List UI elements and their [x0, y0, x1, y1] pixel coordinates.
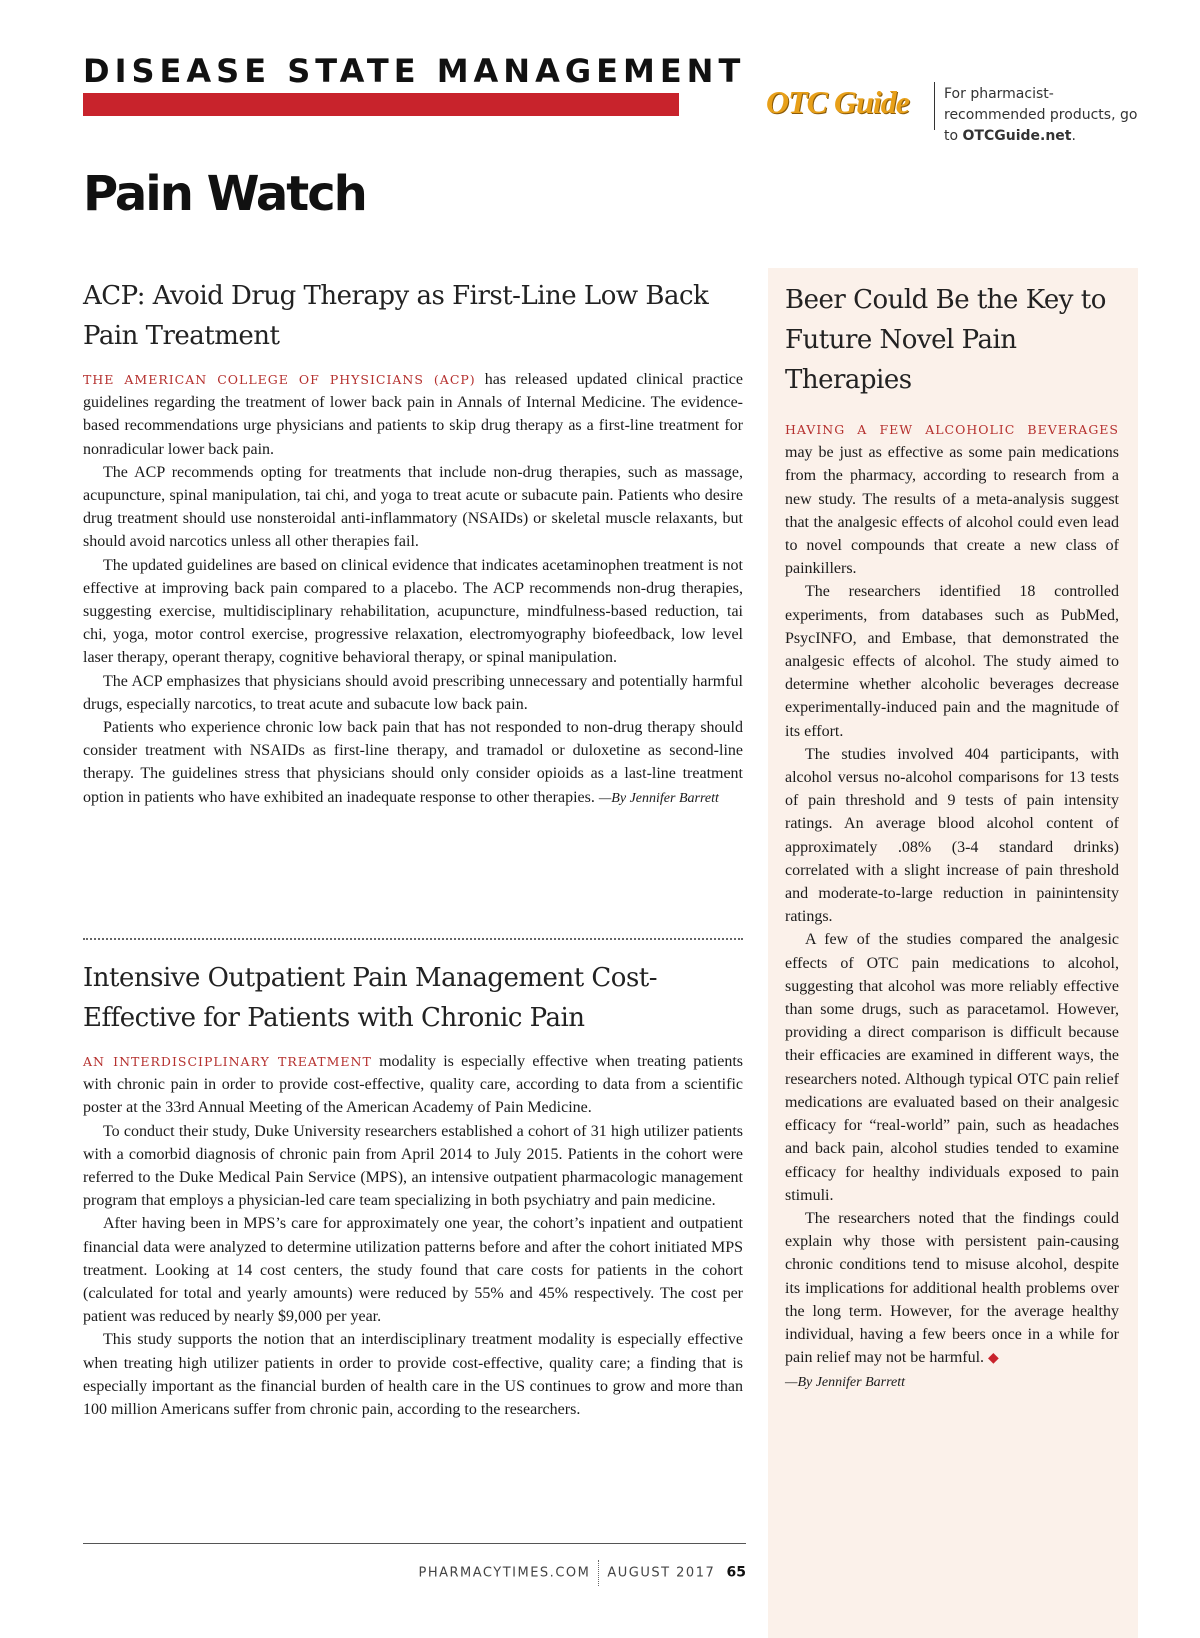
otc-guide-note	[944, 84, 1154, 147]
footer-rule	[83, 1543, 746, 1544]
byline: —By Jennifer Barrett	[785, 1375, 906, 1391]
footer-separator	[598, 1560, 599, 1586]
paragraph: After having been in MPS’s care for approximately one year, the cohort’s inpatient and outpatient financial data were analyzed to determine utilization patterns before and after the cohort initiated MPS treatment. Looking at 14 cost centers, the study found that care costs for patients in the cohort (calculated for total and yearly amounts) were reduced by 55% and 45% respectively. The cost per patient was reduced by nearly $9,000 per year.	[83, 1215, 743, 1326]
sidebar-content	[785, 280, 1119, 1395]
otc-guide-link[interactable]: OTCGuide.net	[962, 128, 1072, 144]
article-body	[83, 1050, 743, 1421]
paragraph	[83, 716, 743, 810]
paragraph: The ACP recommends opting for treatments that include non-drug therapies, such as massage, acupuncture, spinal manipulation, tai chi, and yoga to treat acute or subacute pain. Patients who desire drug treatment should use nonsteroidal anti-inflammatory (NSAIDs) or skeletal muscle relaxants, but should avoid narcotics unless all other therapies fail.	[83, 463, 743, 551]
paragraph-text: has released updated clinical practice guidelines regarding the treatment of lower back pain in Annals of Internal Medicine. The evidence-based recommendations urge physicians and patients to skip drug therapy as a first-line treatment for nonradicular lower back pain.	[83, 371, 744, 458]
otc-note-prefix: For pharmacist-recommended products, go to	[944, 86, 1138, 144]
paragraph: The updated guidelines are based on clinical evidence that indicates acetaminophen treatment is not effective at improving back pain compared to a placebo. The ACP recommends non-drug therapies, suggesting exercise, multidisciplinary rehabilitation, acupuncture, mindfulness-based reduction, tai chi, yoga, motor control exercise, progressive relaxation, electromyography biofeedback, low level laser therapy, operant therapy, cognitive behavioral therapy, or spinal manipulation.	[83, 556, 743, 667]
paragraph: The researchers identified 18 controlled experiments, from databases such as PubMed, PsycINFO, and Embase, that demonstrated the analgesic effects of alcohol. The study aimed to determine whether alcoholic beverages decrease experimentally-induced pain and the magnitude of its effort.	[785, 583, 1119, 740]
sidebar-article	[768, 268, 1138, 1638]
footer-site[interactable]: PHARMACYTIMES.COM	[418, 1565, 591, 1581]
lead-in: THE AMERICAN COLLEGE OF PHYSICIANS (ACP)	[83, 372, 476, 387]
paragraph	[785, 418, 1119, 580]
paragraph: The ACP emphasizes that physicians should avoid prescribing unnecessary and potentially harmful drugs, especially narcotics, to treat acute and subacute low back pain.	[83, 672, 743, 713]
page-title: Pain Watch	[83, 166, 366, 222]
article-title: Intensive Outpatient Pain Management Cost-Effective for Patients with Chronic Pain	[83, 963, 658, 1033]
page-footer	[400, 1560, 746, 1586]
article-body	[83, 368, 743, 810]
paragraph	[83, 368, 743, 461]
article-acp	[83, 276, 743, 810]
page-number: 65	[726, 1564, 746, 1581]
paragraph: To conduct their study, Duke University researchers established a cohort of 31 high utilizer patients with a comorbid diagnosis of chronic pain from April 2014 to July 2015. Patients in the cohort were referred to the Duke Medical Pain Service (MPS), an intensive outpatient pharmacologic management program that employs a physician-led care team specializing in both psychiatry and pain medicine.	[83, 1122, 743, 1210]
article-outpatient	[83, 958, 743, 1421]
paragraph	[785, 1207, 1119, 1370]
footer-issue: AUGUST 2017	[607, 1565, 716, 1581]
paragraph: A few of the studies compared the analgesic effects of OTC pain medications to alcohol, suggesting that alcohol was more reliably effective than some drugs, such as paracetamol. However, providing a direct comparison is difficult because their efficacies are examined in different ways, the researchers noted. Although typical OTC pain relief medications are evaluated based on their analgesic efficacy for “real-world” pain, such as headaches and back pain, alcohol studies tended to examine efficacy for healthy individuals exposed to pain stimuli.	[785, 931, 1119, 1204]
paragraph: This study supports the notion that an interdisciplinary treatment modality is especially effective when treating high utilizer patients in order to provide cost-effective, quality care; a finding that is especially important as the financial burden of health care in the US continues to grow and more than 100 million Americans suffer from chronic pain, according to the researchers.	[83, 1331, 743, 1419]
byline: —By Jennifer Barrett	[598, 790, 719, 806]
paragraph-text: The researchers noted that the findings could explain why those with persistent pain-causing chronic conditions tend to misuse alcohol, despite its implications for additional health problems over the long term. However, for the average healthy individual, having a few beers once in a while for pain relief may not be harmful.	[785, 1209, 1119, 1367]
lead-in: AN INTERDISCIPLINARY TREATMENT	[83, 1054, 372, 1069]
paragraph-text: modality is especially effective when treating patients with chronic pain in order to provide cost-effective, quality care, according to data from a scientific poster at the 33rd Annual Meeting of the American Academy of Pain Medicine.	[83, 1053, 743, 1117]
paragraph	[83, 1050, 743, 1120]
section-label: DISEASE STATE MANAGEMENT	[83, 52, 746, 90]
otc-guide-logo[interactable]: OTC Guide	[766, 84, 909, 120]
end-mark-icon: ◆	[988, 1351, 999, 1367]
paragraph-text: may be just as effective as some pain medications from the pharmacy, according to research from a new study. The results of a meta-analysis suggest that the analgesic effects of alcohol could even lead to novel compounds that create a new class of painkillers.	[785, 444, 1119, 578]
byline-paragraph	[785, 1370, 1119, 1394]
logo-divider	[934, 82, 935, 130]
section-underline-bar	[83, 93, 679, 116]
sidebar-body	[785, 418, 1119, 1395]
paragraph: The studies involved 404 participants, with alcohol versus no-alcohol comparisons for 13 tests of pain threshold and 9 tests of pain intensity ratings. An average blood alcohol content of approximately .08% (3-4 standard drinks) correlated with a slight increase of pain threshold and moderate-to-large reduction in painintensity ratings.	[785, 745, 1119, 926]
paragraph-text: Patients who experience chronic low back pain that has not responded to non-drug therapy should consider treatment with NSAIDs as first-line therapy, and tramadol or duloxetine as second-line therapy. The guidelines stress that physicians should only consider opioids as a last-line treatment option in patients who have exhibited an inadequate response to other therapies.	[83, 719, 743, 806]
sidebar-title: Beer Could Be the Key to Future Novel Pain Therapies	[785, 285, 1106, 395]
lead-in: HAVING A FEW ALCOHOLIC BEVERAGES	[785, 422, 1119, 437]
article-title: ACP: Avoid Drug Therapy as First-Line Low Back Pain Treatment	[83, 281, 709, 351]
otc-note-suffix: .	[1071, 128, 1076, 144]
article-separator	[83, 938, 743, 940]
